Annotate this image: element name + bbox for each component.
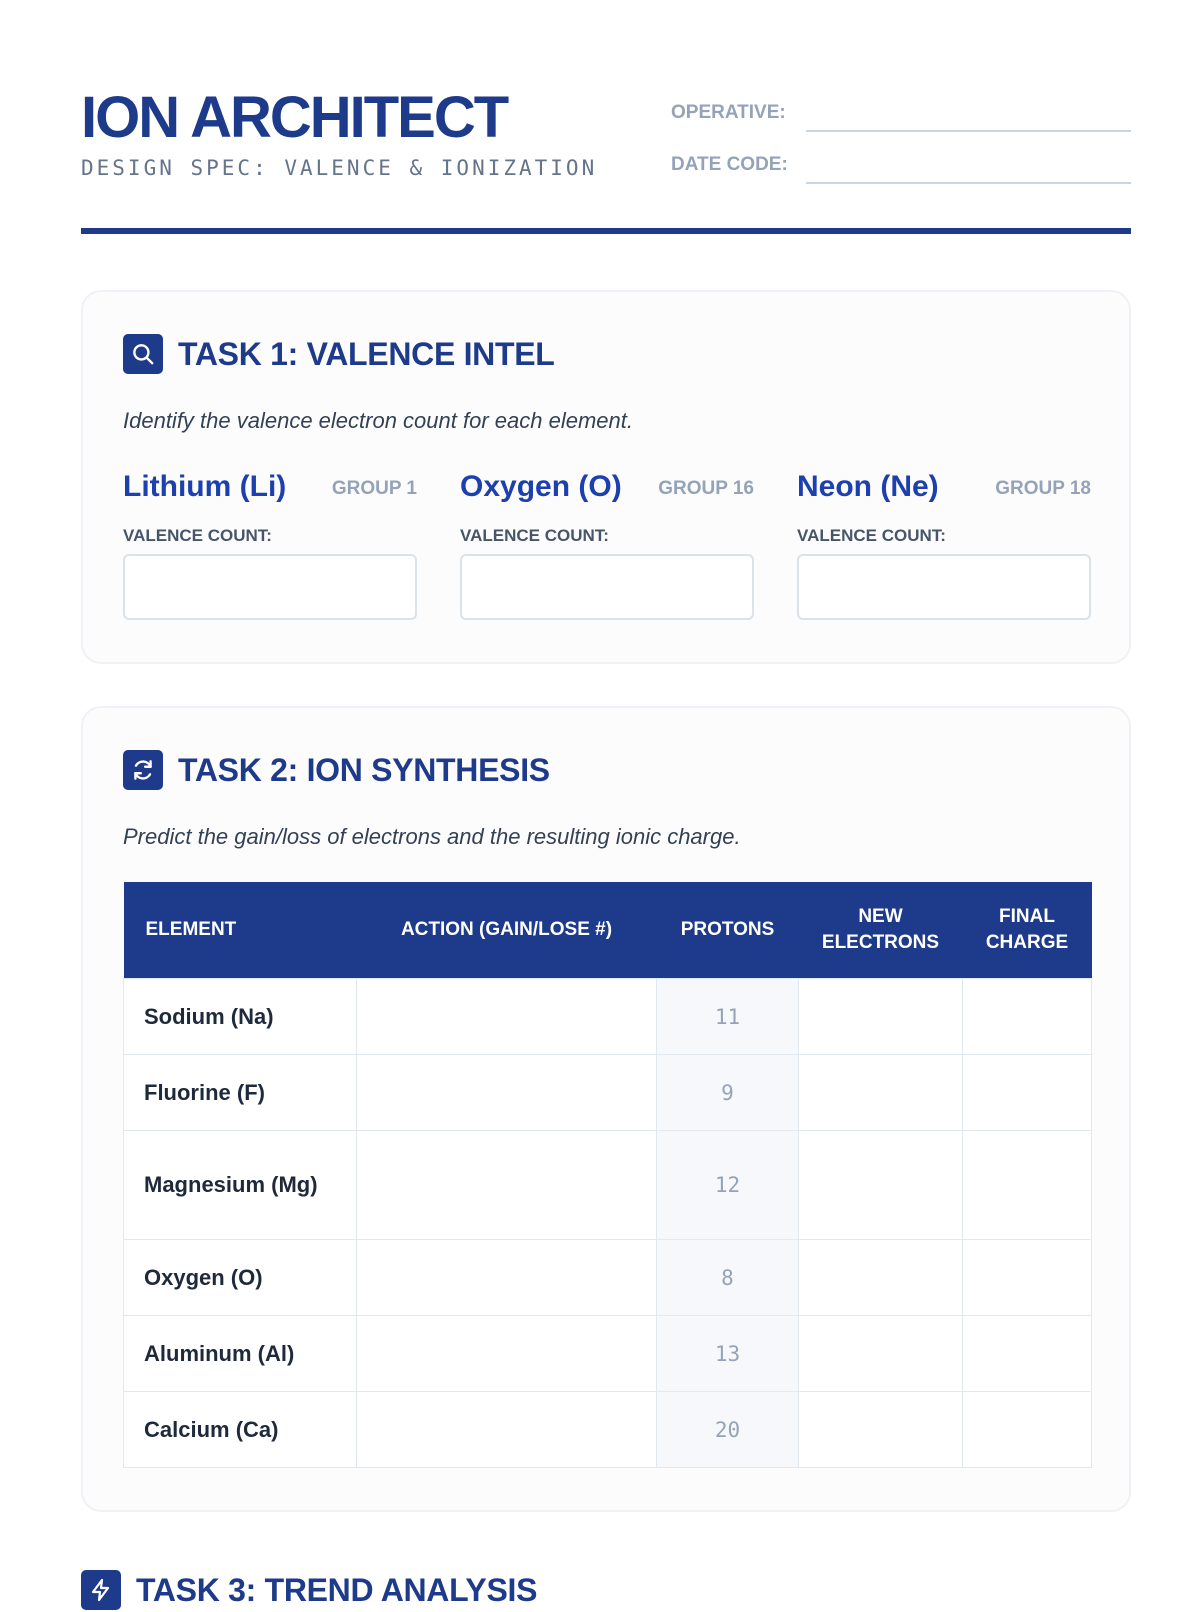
final-charge-cell[interactable]	[963, 1392, 1092, 1468]
lithium-valence-input[interactable]	[123, 554, 417, 620]
search-icon	[123, 334, 163, 374]
column-header-new-electrons: NEW ELECTRONS	[799, 882, 963, 979]
page-subtitle: DESIGN SPEC: VALENCE & IONIZATION	[81, 156, 598, 180]
date-code-label: DATE CODE:	[671, 154, 788, 175]
task2-title: TASK 2: ION SYNTHESIS	[178, 752, 550, 788]
column-header-action: ACTION (GAIN/LOSE #)	[357, 882, 657, 979]
new-electrons-cell[interactable]	[799, 1240, 963, 1316]
element-cell: Calcium (Ca)	[124, 1392, 357, 1468]
operative-label: OPERATIVE:	[671, 102, 786, 123]
date-code-row	[671, 144, 1131, 184]
final-charge-cell[interactable]	[963, 1055, 1092, 1131]
protons-cell: 12	[657, 1131, 799, 1240]
element-cell: Fluorine (F)	[124, 1055, 357, 1131]
protons-cell: 13	[657, 1316, 799, 1392]
element-group: GROUP 1	[331, 478, 417, 499]
new-electrons-cell[interactable]	[799, 979, 963, 1055]
table-row	[124, 1055, 1092, 1131]
table-row	[124, 979, 1092, 1055]
task2-card	[81, 706, 1131, 1512]
new-electrons-cell[interactable]	[799, 1316, 963, 1392]
valence-count-label: VALENCE COUNT:	[797, 526, 946, 545]
action-cell[interactable]	[357, 979, 657, 1055]
worksheet-header	[81, 78, 1131, 236]
date-code-field[interactable]	[806, 182, 1131, 184]
task2-instructions: Predict the gain/loss of electrons and the resulting ionic charge.	[123, 824, 741, 849]
task3-title: TASK 3: TREND ANALYSIS	[136, 1572, 538, 1608]
element-group: GROUP 18	[995, 478, 1091, 499]
new-electrons-cell[interactable]	[799, 1131, 963, 1240]
page-title: ION ARCHITECT	[81, 85, 508, 150]
element-cell: Aluminum (Al)	[124, 1316, 357, 1392]
final-charge-cell[interactable]	[963, 1131, 1092, 1240]
oxygen-valence-input[interactable]	[460, 554, 754, 620]
action-cell[interactable]	[357, 1392, 657, 1468]
element-cell: Magnesium (Mg)	[124, 1131, 357, 1240]
operative-field[interactable]	[806, 130, 1131, 132]
refresh-icon	[123, 750, 163, 790]
element-name: Oxygen (O)	[460, 470, 622, 503]
table-row	[124, 1392, 1092, 1468]
element-card-lithium	[123, 470, 417, 620]
operative-row	[671, 92, 1131, 132]
protons-cell: 11	[657, 979, 799, 1055]
new-electrons-cell[interactable]	[799, 1055, 963, 1131]
element-card-neon	[797, 470, 1091, 620]
protons-cell: 9	[657, 1055, 799, 1131]
task1-title: TASK 1: VALENCE INTEL	[178, 336, 555, 372]
task1-instructions: Identify the valence electron count for each element.	[123, 408, 633, 433]
element-name: Neon (Ne)	[797, 470, 939, 503]
valence-count-label: VALENCE COUNT:	[123, 526, 272, 545]
column-header-protons: PROTONS	[657, 882, 799, 979]
table-row	[124, 1240, 1092, 1316]
element-cell: Oxygen (O)	[124, 1240, 357, 1316]
final-charge-cell[interactable]	[963, 1240, 1092, 1316]
header-divider	[81, 228, 1131, 234]
neon-valence-input[interactable]	[797, 554, 1091, 620]
action-cell[interactable]	[357, 1131, 657, 1240]
column-header-final-charge: FINAL CHARGE	[963, 882, 1092, 979]
new-electrons-cell[interactable]	[799, 1392, 963, 1468]
table-header-row	[124, 882, 1092, 979]
element-cell: Sodium (Na)	[124, 979, 357, 1055]
valence-count-label: VALENCE COUNT:	[460, 526, 609, 545]
lightning-icon	[81, 1570, 121, 1610]
action-cell[interactable]	[357, 1316, 657, 1392]
final-charge-cell[interactable]	[963, 1316, 1092, 1392]
ion-synthesis-table	[123, 882, 1092, 1468]
action-cell[interactable]	[357, 1055, 657, 1131]
action-cell[interactable]	[357, 1240, 657, 1316]
final-charge-cell[interactable]	[963, 979, 1092, 1055]
protons-cell: 8	[657, 1240, 799, 1316]
task1-card	[81, 290, 1131, 664]
column-header-element: ELEMENT	[124, 882, 357, 979]
element-card-oxygen	[460, 470, 754, 620]
element-group: GROUP 16	[658, 478, 754, 499]
protons-cell: 20	[657, 1392, 799, 1468]
table-row	[124, 1131, 1092, 1240]
element-name: Lithium (Li)	[123, 470, 287, 503]
table-row	[124, 1316, 1092, 1392]
